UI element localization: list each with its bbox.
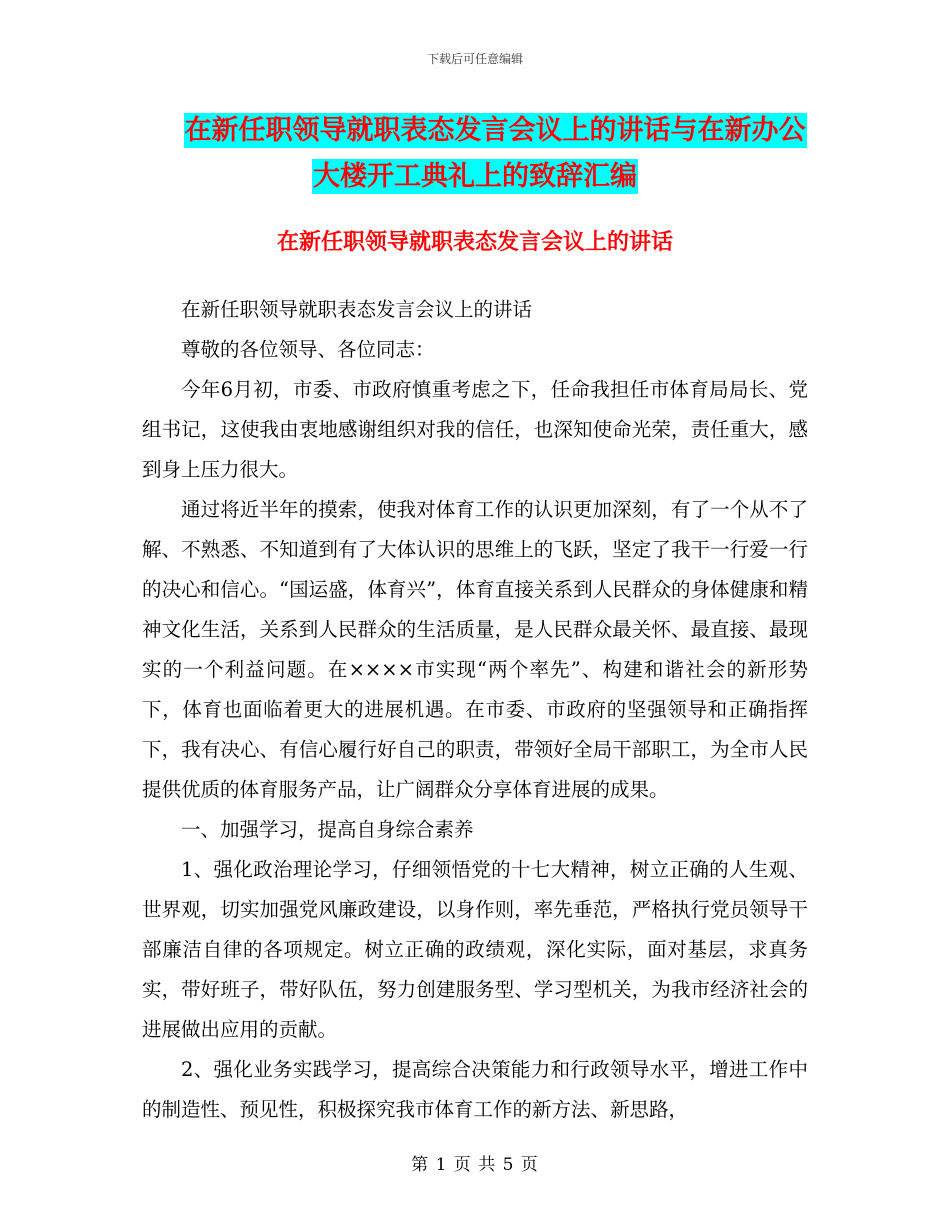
paragraph-heading: 在新任职领导就职表态发言会议上的讲话 [181,298,533,321]
section-title: 在新任职领导就职表态发言会议上的讲话 [276,230,673,255]
document-title [0,108,950,200]
paragraph-section-heading: 一、加强学习，提高自身综合素养 [181,818,474,841]
document-title-line-2: 大楼开工典礼上的致辞汇编 [313,161,637,192]
page-number: 第 1 页 共 5 页 [411,1155,539,1175]
document-title-line-1: 在新任职领导就职表态发言会议上的讲话与在新办公 [184,115,806,146]
header-note: 下载后可任意编辑 [426,52,523,66]
paragraph-salutation: 尊敬的各位领导、各位同志： [181,338,435,361]
paragraph: 1、强化政治理论学习，仔细领悟党的十七大精神，树立正确的人生观、世界观，切实加强党风廉政建设，以身作则，率先垂范，严格执行党员领导干部廉洁自律的各项规定。树立正确的政绩观，深化实际，面对基层，求真务实，带好班子，带好队伍，努力创建服务型、学习型机关，为我市经济社会的进展做出应用的贡献。 [142,858,808,1041]
paragraph: 2、强化业务实践学习，提高综合决策能力和行政领导水平，增进工作中的制造性、预见性，积极探究我市体育工作的新方法、新思路， [142,1058,808,1121]
paragraph: 通过将近半年的摸索，使我对体育工作的认识更加深刻，有了一个从不了解、不熟悉、不知道到有了大体认识的思维上的飞跃，坚定了我干一行爱一行的决心和信心。“国运盛，体育兴”，体育直接关系到人民群众的身体健康和精神文化生活，关系到人民群众的生活质量，是人民群众最关怀、最直接、最现实的一个利益问题。在××××市实现“两个率先”、构建和谐社会的新形势下，体育也面临着更大的进展机遇。在市委、市政府的坚强领导和正确指挥下，我有决心、有信心履行好自己的职责，带领好全局干部职工，为全市人民提供优质的体育服务产品，让广阔群众分享体育进展的成果。 [142,498,808,801]
body-text [142,290,808,1130]
paragraph: 今年6月初，市委、市政府慎重考虑之下，任命我担任市体育局局长、党组书记，这使我由衷地感谢组织对我的信任，也深知使命光荣，责任重大，感到身上压力很大。 [142,378,808,481]
